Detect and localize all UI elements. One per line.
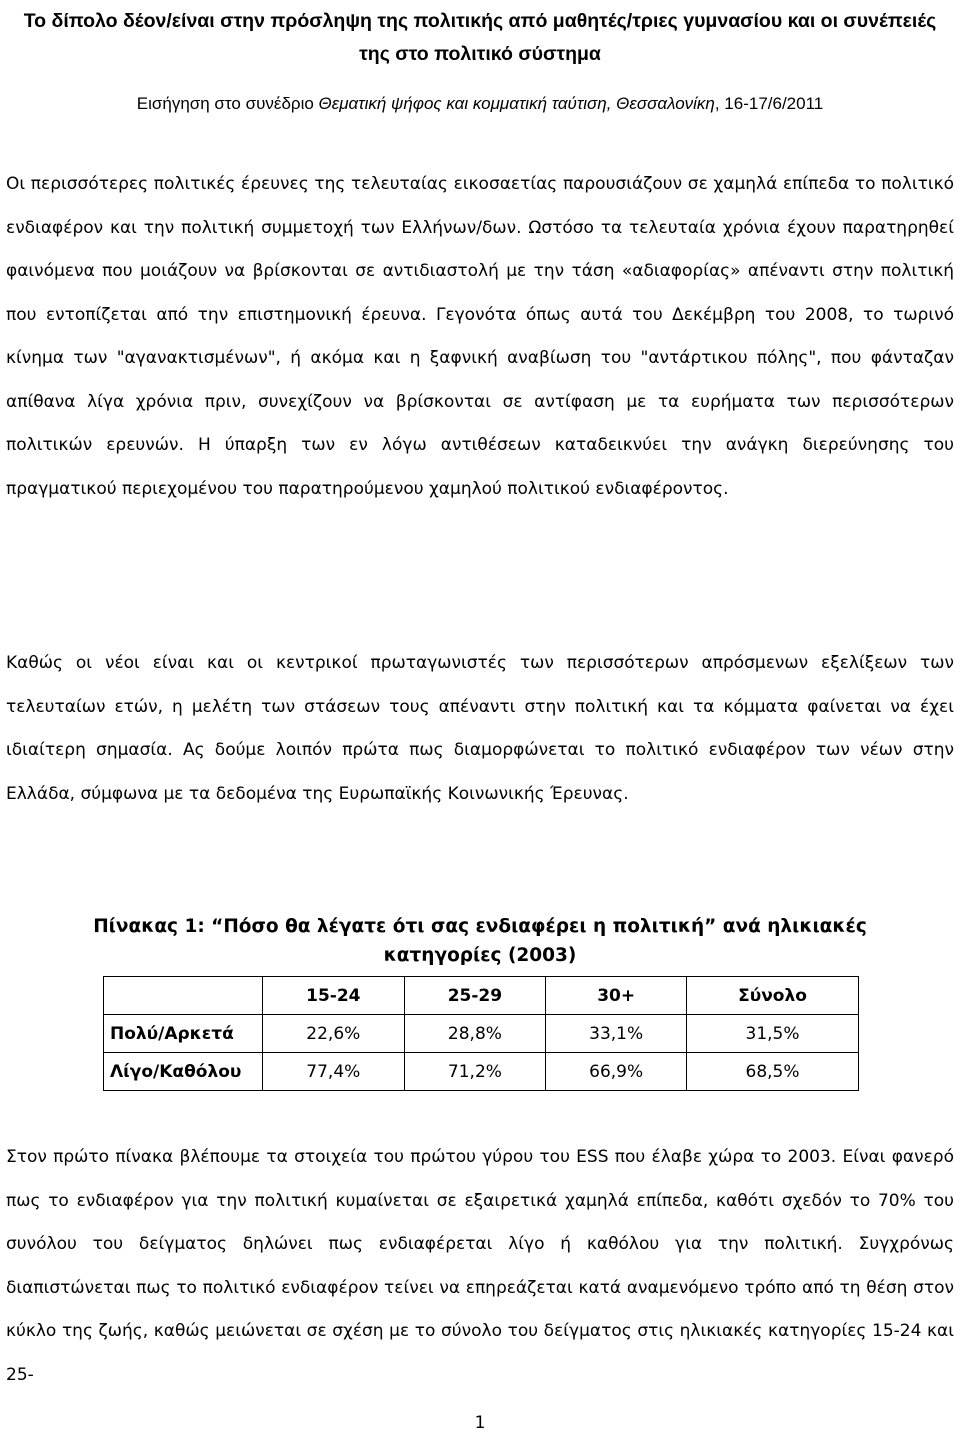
column-header: 25-29 (404, 977, 546, 1015)
document-subtitle (0, 90, 960, 118)
table-cell: 77,4% (263, 1053, 405, 1091)
paragraph-intro: Οι περισσότερες πολιτικές έρευνες της τελευταίας εικοσαετίας παρουσιάζουν σε χαμηλά επίπεδα το πολιτικό ενδιαφέρον και την πολιτική συμμετοχή των Ελλήνων/δων. Ωστόσο τα τελευταία χρόνια έχουν παρατηρηθεί φαινόμενα που μοιάζουν να βρίσκονται σε αντιδιαστολή με την τάση «αδιαφορίας» απέναντι στην πολιτική που εντοπίζεται από την επιστημονική έρευνα. Γεγονότα όπως αυτά του Δεκέμβρη του 2008, το τωρινό κίνημα των "αγανακτισμένων", ή ακόμα και η ξαφνική αναβίωση του "αντάρτικου πόλης", που φάνταζαν απίθανα λίγα χρόνια πριν, συνεχίζουν να βρίσκονται σε αντίφαση με τα ευρήματα των περισσότερων πολιτικών ερευνών. Η ύπαρξη των εν λόγω αντιθέσεων καταδεικνύει την ανάγκη διερεύνησης του πραγματικού περιεχομένου του παρατηρούμενου χαμηλού πολιτικού ενδιαφέροντος. (6, 174, 954, 499)
table-cell: 28,8% (404, 1015, 546, 1053)
document-title: Το δίπολο δέον/είναι στην πρόσληψη της πολιτικής από μαθητές/τριες γυμνασίου και οι συνέπειές της στο πολιτικό σύστημα (23, 10, 937, 65)
table-caption: Πίνακας 1: “Πόσο θα λέγατε ότι σας ενδιαφέρει η πολιτική” ανά ηλικιακές κατηγορίες (2003) (93, 916, 867, 966)
table-row (104, 1053, 859, 1091)
table-header-row (104, 977, 859, 1015)
table-cell: 31,5% (687, 1015, 859, 1053)
subtitle-date: , 16-17/6/2011 (714, 94, 824, 113)
table-cell: 33,1% (546, 1015, 687, 1053)
column-header: Σύνολο (687, 977, 859, 1015)
interest-table (103, 976, 859, 1091)
table-corner-cell (104, 977, 263, 1015)
row-header: Πολύ/Αρκετά (104, 1015, 263, 1053)
table-cell: 71,2% (404, 1053, 546, 1091)
paragraph-ess-results: Στον πρώτο πίνακα βλέπουμε τα στοιχεία του πρώτου γύρου του ESS που έλαβε χώρα το 2003. Είναι φανερό πως το ενδιαφέρον για την πολιτική κυμαίνεται σε εξαιρετικά χαμηλά επίπεδα, καθότι σχεδόν το 70% του συνόλου του δείγματος δηλώνει πως ενδιαφέρεται λίγο ή καθόλου για την πολιτική. Συγχρόνως διαπιστώνεται πως το πολιτικό ενδιαφέρον τείνει να επηρεάζεται κατά αναμενόμενο τρόπο από τη θέση στον κύκλο της ζωής, καθώς μειώνεται σε σχέση με το σύνολο του δείγματος στις ηλικιακές κατηγορίες 15-24 και 25- (6, 1147, 954, 1385)
column-header: 30+ (546, 977, 687, 1015)
page-number: 1 (474, 1413, 486, 1433)
conference-name: Θεματική ψήφος και κομματική ταύτιση, Θεσσαλονίκη (318, 94, 715, 113)
paragraph-youth: Καθώς οι νέοι είναι και οι κεντρικοί πρωταγωνιστές των περισσότερων απρόσμενων εξελίξεων των τελευταίων ετών, η μελέτη των στάσεων τους απέναντι στην πολιτική και τα κόμματα φαίνεται να έχει ιδιαίτερη σημασία. Ας δούμε λοιπόν πρώτα πως διαμορφώνεται το πολιτικό ενδιαφέρον των νέων στην Ελλάδα, σύμφωνα με τα δεδομένα της Ευρωπαϊκής Κοινωνικής Έρευνας. (6, 653, 954, 804)
table-cell: 22,6% (263, 1015, 405, 1053)
table-row (104, 1015, 859, 1053)
subtitle-prefix: Εισήγηση στο συνέδριο (136, 94, 319, 113)
table-cell: 68,5% (687, 1053, 859, 1091)
row-header: Λίγο/Καθόλου (104, 1053, 263, 1091)
column-header: 15-24 (263, 977, 405, 1015)
table-cell: 66,9% (546, 1053, 687, 1091)
